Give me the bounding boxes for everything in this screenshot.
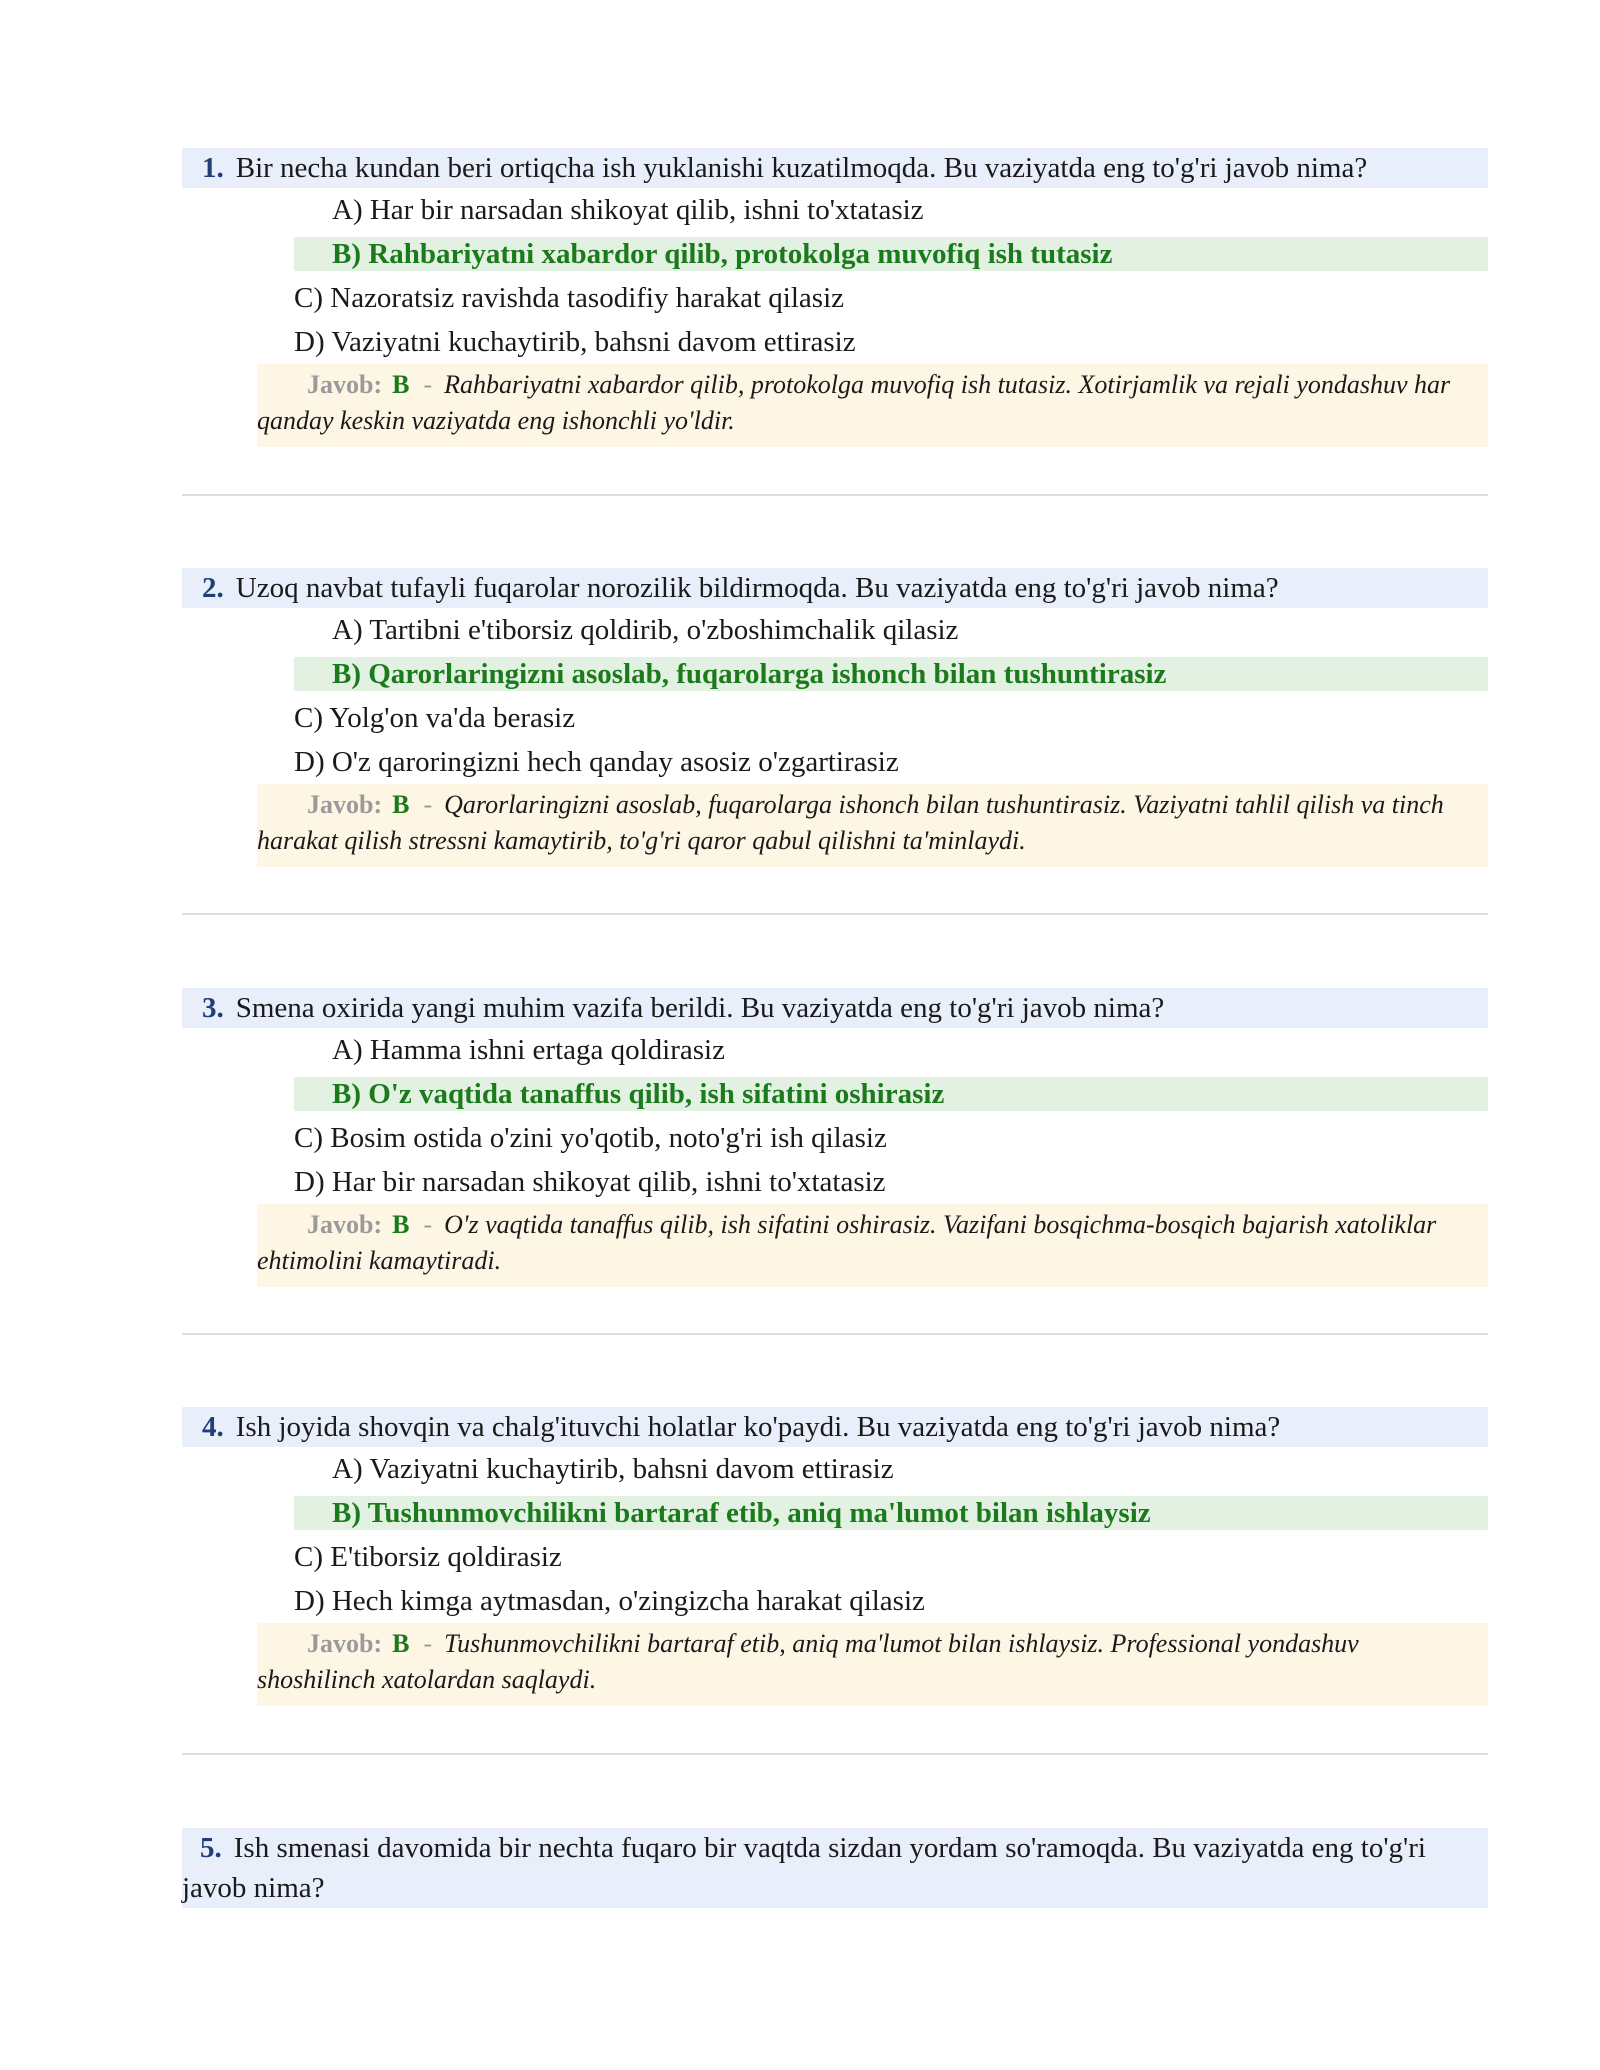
answer-explanation: O'z vaqtida tanaffus qilib, ish sifatini oshirasiz. Vazifani bosqichma-bosqich bajarish xatoliklar ehtimolini kamaytiradi. (257, 1210, 1437, 1275)
option-d: D) Hech kimga aytmasdan, o'zingizcha harakat qilasiz (294, 1585, 925, 1617)
question-text: Smena oxirida yangi muhim vazifa berildi. Bu vaziyatda eng to'g'ri javob nima? (235, 992, 1165, 1024)
question-heading (182, 988, 1488, 1028)
option-c: C) E'tiborsiz qoldirasiz (294, 1541, 562, 1573)
answer-label: Javob: (307, 790, 383, 819)
option-b-correct: B) Tushunmovchilikni bartaraf etib, aniq ma'lumot bilan ishlaysiz (294, 1496, 1488, 1530)
question-block (182, 568, 1488, 867)
divider (182, 913, 1488, 915)
answer-box (257, 364, 1488, 447)
option-d: D) Har bir narsadan shikoyat qilib, ishni to'xtatasiz (294, 1166, 886, 1198)
answer-explanation: Qarorlaringizni asoslab, fuqarolarga ishonch bilan tushuntirasiz. Vaziyatni tahlil qilish va tinch harakat qilish stressni kamaytirib, to'g'ri qaror qabul qilishni ta'minlaydi. (257, 790, 1444, 855)
answer-label: Javob: (307, 1629, 383, 1658)
answer-dash: - (423, 1629, 433, 1658)
option-a: A) Vaziyatni kuchaytirib, bahsni davom ettirasiz (332, 1453, 894, 1485)
option-b-correct: B) Qarorlaringizni asoslab, fuqarolarga ishonch bilan tushuntirasiz (294, 657, 1488, 691)
divider (182, 1753, 1488, 1755)
option-a: A) Har bir narsadan shikoyat qilib, ishni to'xtatasiz (332, 194, 924, 226)
option-b-correct: B) O'z vaqtida tanaffus qilib, ish sifatini oshirasiz (294, 1077, 1488, 1111)
question-block (182, 988, 1488, 1287)
question-heading (182, 1828, 1488, 1908)
option-c: C) Bosim ostida o'zini yo'qotib, noto'g'ri ish qilasiz (294, 1122, 887, 1154)
question-heading (182, 568, 1488, 608)
option-c: C) Nazoratsiz ravishda tasodifiy harakat qilasiz (294, 282, 844, 314)
answer-letter: B (392, 1629, 410, 1658)
option-b-correct: B) Rahbariyatni xabardor qilib, protokolga muvofiq ish tutasiz (294, 237, 1488, 271)
question-number: 2. (202, 572, 224, 604)
question-text: Ish joyida shovqin va chalg'ituvchi holatlar ko'paydi. Bu vaziyatda eng to'g'ri javob nima? (235, 1411, 1281, 1443)
answer-dash: - (423, 1210, 433, 1239)
answer-dash: - (423, 370, 433, 399)
question-block (182, 1407, 1488, 1706)
question-number: 3. (202, 992, 224, 1024)
answer-explanation: Rahbariyatni xabardor qilib, protokolga muvofiq ish tutasiz. Xotirjamlik va rejali yondashuv har qanday keskin vaziyatda eng ishonchli yo'ldir. (257, 370, 1451, 435)
answer-letter: B (392, 1210, 410, 1239)
answer-label: Javob: (307, 1210, 383, 1239)
question-block (182, 1828, 1488, 1908)
option-d: D) O'z qaroringizni hech qanday asosiz o'zgartirasiz (294, 746, 899, 778)
question-number: 5. (200, 1832, 222, 1864)
option-c: C) Yolg'on va'da berasiz (294, 702, 576, 734)
answer-box (257, 1204, 1488, 1287)
answer-letter: B (392, 370, 410, 399)
answer-letter: B (392, 790, 410, 819)
answer-label: Javob: (307, 370, 383, 399)
option-a: A) Tartibni e'tiborsiz qoldirib, o'zboshimchalik qilasiz (332, 614, 959, 646)
question-heading (182, 1407, 1488, 1447)
divider (182, 494, 1488, 496)
question-number: 4. (202, 1411, 224, 1443)
answer-explanation: Tushunmovchilikni bartaraf etib, aniq ma'lumot bilan ishlaysiz. Professional yondashuv shoshilinch xatolardan saqlaydi. (257, 1629, 1359, 1694)
question-heading (182, 148, 1488, 188)
option-a: A) Hamma ishni ertaga qoldirasiz (332, 1034, 725, 1066)
question-text: Ish smenasi davomida bir nechta fuqaro bir vaqtda sizdan yordam so'ramoqda. Bu vaziyatda eng to'g'ri javob nima? (182, 1832, 1426, 1904)
question-number: 1. (202, 152, 224, 184)
answer-dash: - (423, 790, 433, 819)
question-block (182, 148, 1488, 447)
answer-box (257, 784, 1488, 867)
question-text: Uzoq navbat tufayli fuqarolar norozilik bildirmoqda. Bu vaziyatda eng to'g'ri javob nima? (235, 572, 1279, 604)
answer-box (257, 1623, 1488, 1706)
option-d: D) Vaziyatni kuchaytirib, bahsni davom ettirasiz (294, 326, 856, 358)
divider (182, 1333, 1488, 1335)
question-text: Bir necha kundan beri ortiqcha ish yuklanishi kuzatilmoqda. Bu vaziyatda eng to'g'ri javob nima? (235, 152, 1368, 184)
